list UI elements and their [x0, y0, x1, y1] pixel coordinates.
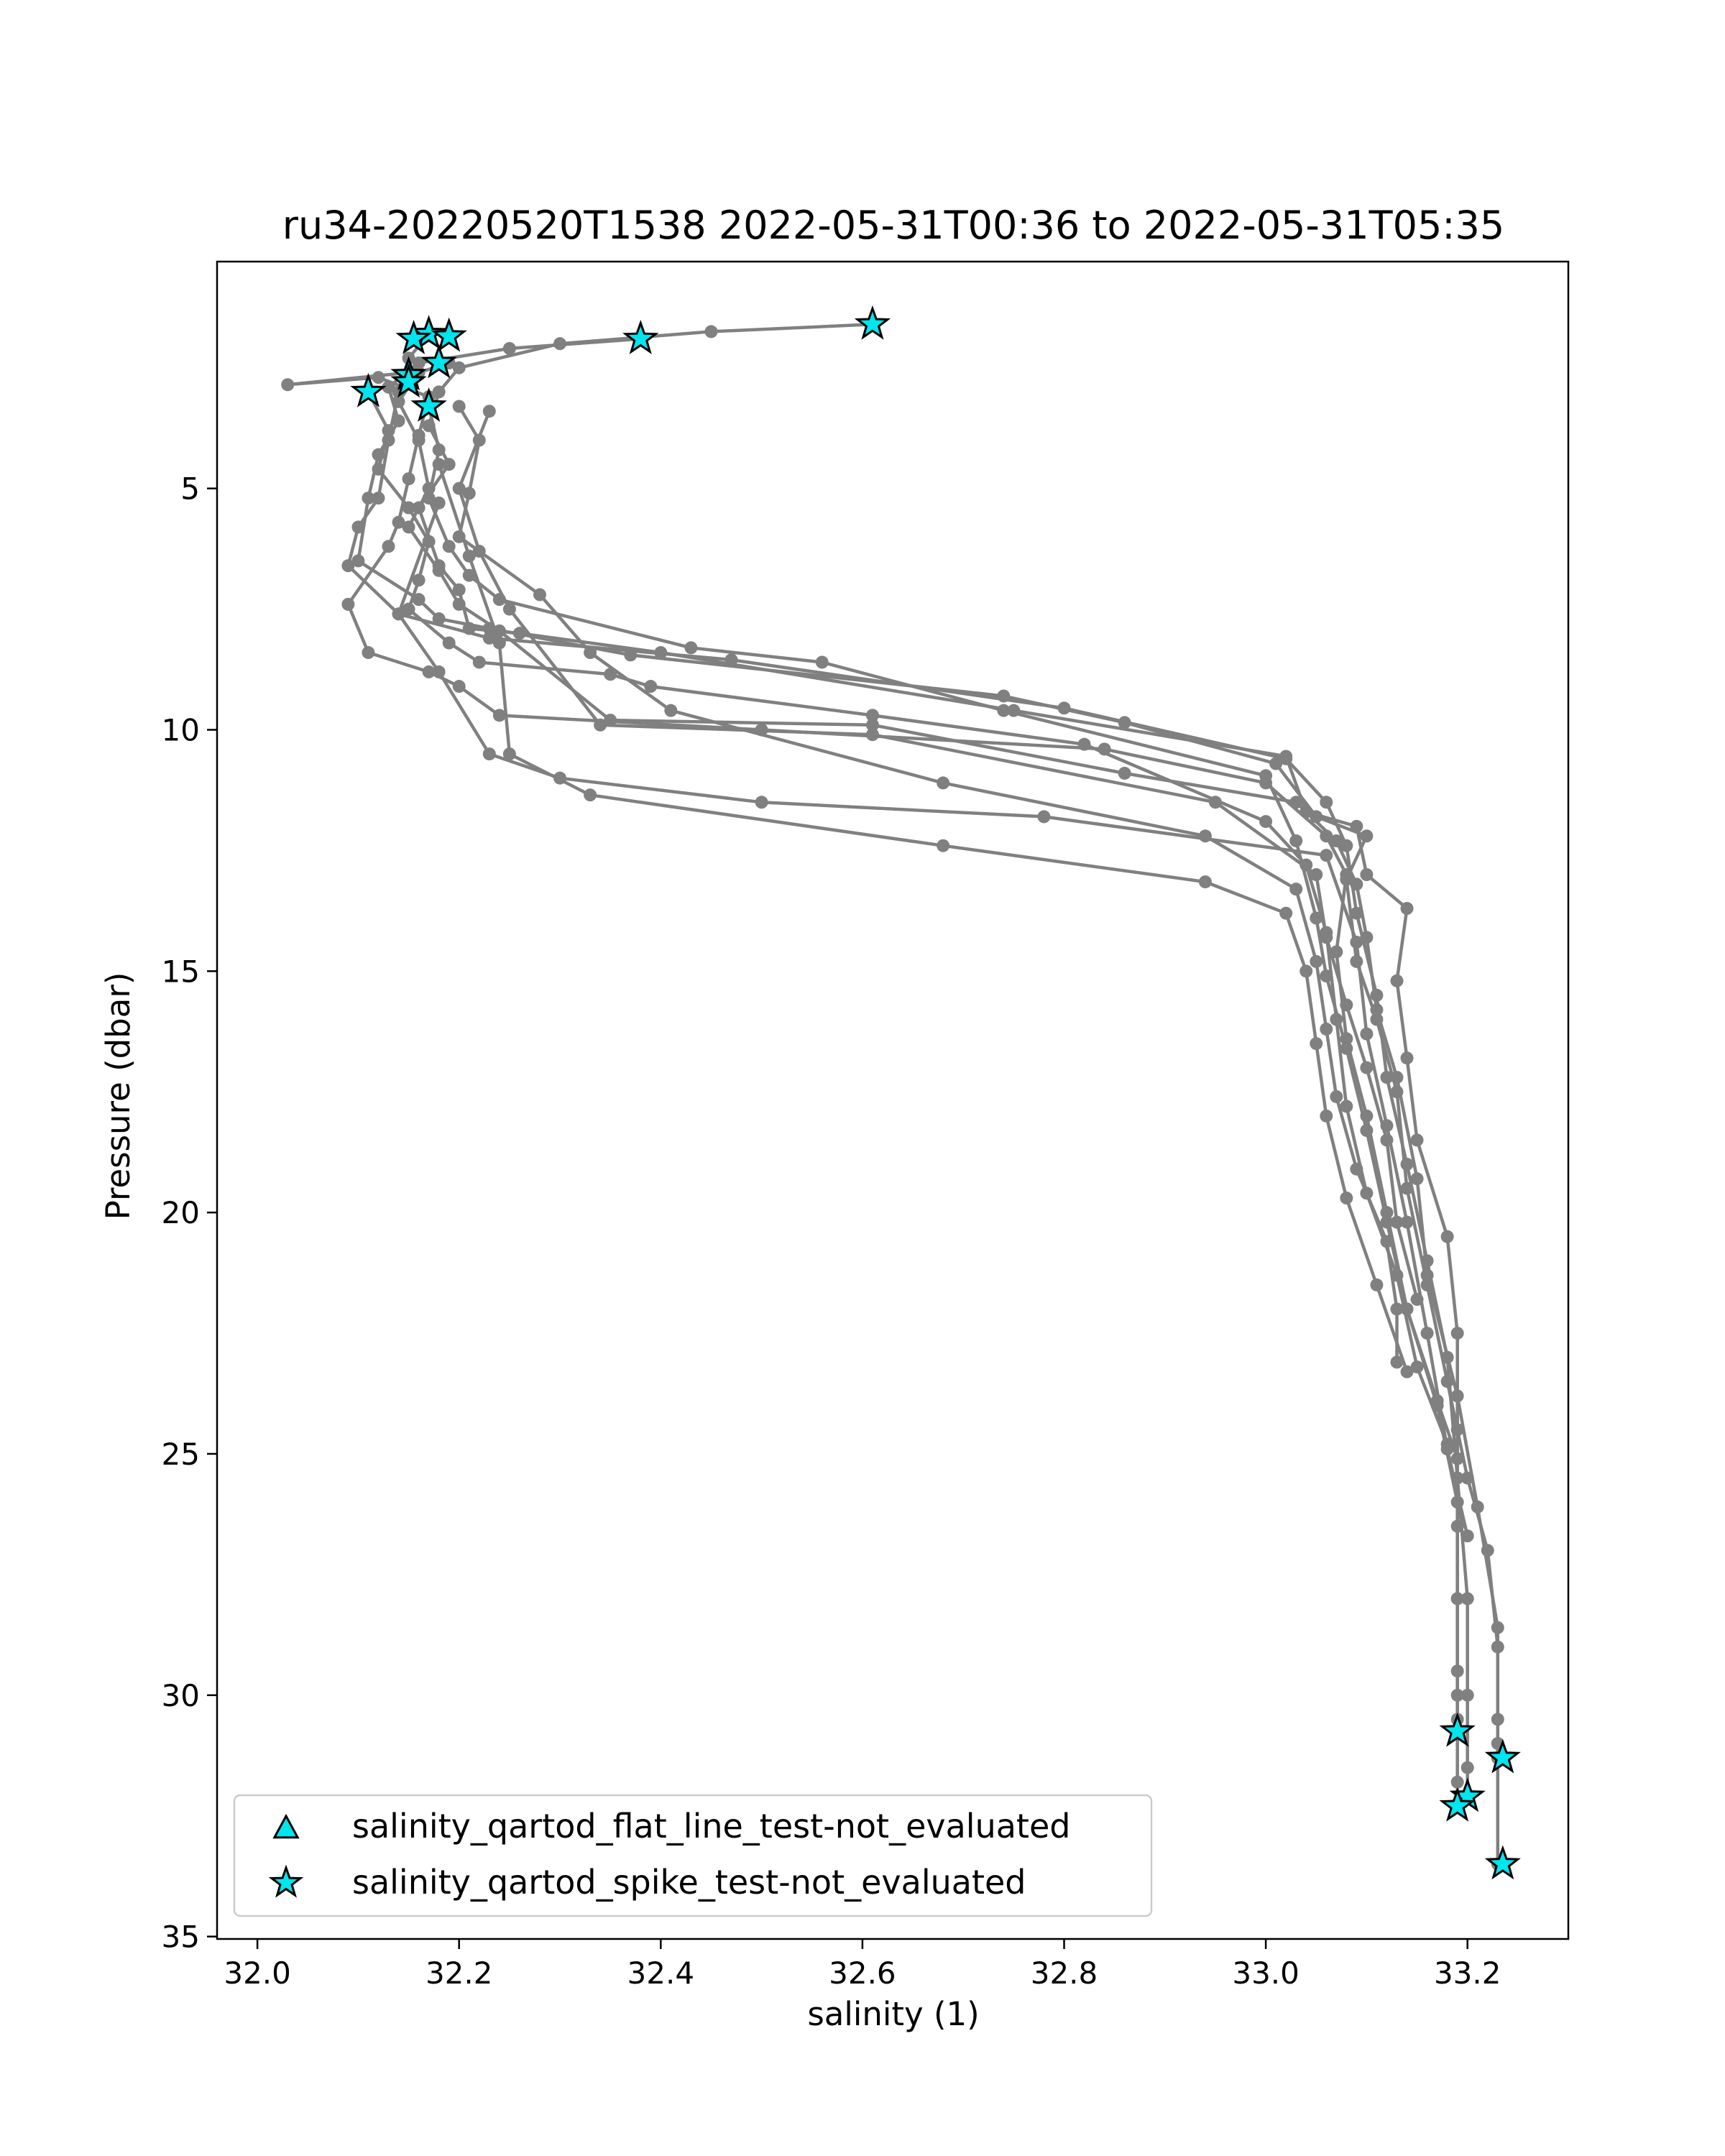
data-point	[1259, 769, 1272, 782]
data-point	[1451, 1592, 1464, 1605]
data-point	[1461, 1529, 1474, 1542]
data-point	[1380, 1119, 1393, 1132]
data-point	[1078, 738, 1091, 751]
data-point	[1401, 1365, 1414, 1378]
y-axis-label: Pressure (dbar)	[99, 972, 137, 1220]
data-point	[1360, 868, 1373, 881]
data-point	[1340, 1192, 1353, 1204]
data-point	[1350, 955, 1363, 968]
data-point	[402, 520, 415, 533]
y-tick-label: 10	[161, 712, 200, 748]
data-point	[1300, 964, 1312, 977]
data-point	[1451, 1452, 1464, 1465]
data-point	[1471, 1501, 1484, 1514]
data-point	[392, 395, 405, 408]
data-point	[1401, 1216, 1414, 1229]
data-point	[453, 400, 466, 413]
data-point	[443, 540, 456, 553]
data-point	[1451, 1327, 1464, 1340]
data-point	[1350, 877, 1363, 890]
data-point	[351, 520, 364, 533]
data-point	[341, 559, 354, 572]
data-point	[1360, 1061, 1373, 1074]
data-point	[1320, 1023, 1333, 1036]
data-point	[382, 540, 395, 553]
data-point	[1279, 752, 1292, 765]
data-point	[1380, 1235, 1393, 1248]
data-point	[725, 653, 738, 666]
data-point	[1401, 1051, 1414, 1064]
x-tick-label: 32.4	[627, 1955, 695, 1991]
data-point	[453, 482, 466, 495]
x-tick-label: 32.8	[1030, 1955, 1098, 1991]
data-point	[997, 704, 1010, 717]
data-point	[533, 588, 546, 601]
data-point	[463, 550, 476, 563]
data-point	[553, 772, 566, 785]
data-point	[1330, 1090, 1343, 1103]
data-point	[1411, 1172, 1424, 1185]
data-point	[1350, 936, 1363, 949]
y-tick-label: 35	[161, 1919, 200, 1955]
x-axis-label: salinity (1)	[807, 1995, 980, 2033]
data-point	[1451, 1776, 1464, 1789]
data-point	[1390, 1302, 1403, 1315]
data-point	[1320, 849, 1333, 862]
data-point	[1451, 1689, 1464, 1702]
data-point	[1401, 1158, 1414, 1171]
data-point	[1360, 1028, 1373, 1041]
data-point	[433, 665, 446, 678]
data-point	[1421, 1327, 1434, 1340]
data-point	[755, 796, 768, 808]
data-point	[473, 655, 486, 668]
data-point	[453, 598, 466, 611]
data-point	[372, 371, 385, 384]
data-point	[1360, 1124, 1373, 1137]
data-point	[1320, 931, 1333, 944]
x-tick-label: 32.2	[425, 1955, 493, 1991]
data-point	[392, 607, 405, 620]
data-point	[866, 709, 879, 722]
data-point	[453, 680, 466, 693]
data-point	[1289, 883, 1302, 895]
y-tick-label: 5	[180, 471, 200, 507]
data-point	[1461, 1761, 1474, 1774]
data-point	[372, 463, 385, 476]
data-point	[1118, 767, 1131, 780]
y-tick-label: 20	[161, 1195, 200, 1231]
data-point	[1370, 1003, 1383, 1016]
data-point	[1199, 875, 1212, 888]
data-point	[1401, 902, 1414, 915]
data-point	[1289, 834, 1302, 847]
legend	[234, 1795, 1151, 1916]
data-point	[1058, 701, 1071, 714]
data-point	[362, 646, 374, 659]
data-point	[684, 641, 697, 654]
data-point	[433, 458, 446, 471]
data-point	[816, 655, 829, 668]
data-point	[594, 719, 607, 732]
data-point	[1441, 1442, 1454, 1455]
data-point	[402, 472, 415, 485]
data-point	[1289, 796, 1302, 808]
data-point	[1340, 1042, 1353, 1055]
data-point	[1390, 1071, 1403, 1084]
data-point	[1310, 955, 1322, 968]
legend-label: salinity_qartod_spike_test-not_evaluated	[352, 1863, 1026, 1902]
data-point	[1320, 1110, 1333, 1123]
data-point	[1441, 1230, 1454, 1243]
data-point	[1390, 975, 1403, 987]
data-point	[1411, 1133, 1424, 1146]
data-point	[704, 325, 717, 338]
legend-label: salinity_qartod_flat_line_test-not_evaluated	[352, 1807, 1071, 1846]
data-point	[1320, 969, 1333, 982]
data-point	[372, 492, 385, 505]
data-point	[503, 603, 516, 616]
data-point	[433, 497, 446, 510]
data-point	[1310, 868, 1322, 881]
data-point	[1259, 815, 1272, 828]
data-point	[1360, 829, 1373, 842]
data-point	[493, 637, 506, 650]
data-point	[341, 598, 354, 611]
data-point	[443, 637, 456, 650]
data-point	[866, 728, 879, 741]
chart-title: ru34-20220520T1538 2022-05-31T00:36 to 2022-05-31T05:35	[282, 203, 1505, 248]
data-point	[433, 443, 446, 456]
data-point	[281, 378, 294, 391]
data-point	[937, 839, 949, 852]
y-tick-label: 15	[161, 954, 200, 990]
data-point	[1330, 834, 1343, 847]
data-point	[664, 704, 677, 717]
data-point	[1491, 1621, 1504, 1634]
data-point	[1421, 1268, 1434, 1281]
x-tick-label: 33.2	[1433, 1955, 1501, 1991]
data-point	[1451, 1389, 1464, 1402]
data-point	[493, 709, 506, 722]
y-tick-label: 30	[161, 1677, 200, 1713]
data-point	[1279, 907, 1292, 920]
x-tick-label: 32.0	[224, 1955, 291, 1991]
data-point	[1320, 796, 1333, 808]
data-point	[1310, 1037, 1322, 1050]
x-tick-label: 32.6	[829, 1955, 896, 1991]
data-point	[1209, 796, 1222, 808]
x-tick-label: 33.0	[1232, 1955, 1300, 1991]
data-point	[584, 646, 597, 659]
data-point	[413, 573, 426, 586]
data-point	[1350, 1163, 1363, 1176]
data-point	[503, 342, 516, 355]
data-point	[382, 424, 395, 437]
data-point	[1037, 810, 1050, 823]
data-point	[483, 747, 496, 760]
y-tick-label: 25	[161, 1436, 200, 1472]
data-point	[584, 788, 597, 801]
data-point	[402, 502, 415, 515]
data-point	[413, 434, 426, 447]
data-point	[483, 405, 496, 418]
data-point	[1310, 911, 1322, 924]
data-point	[1340, 998, 1353, 1011]
data-point	[1370, 1279, 1383, 1291]
data-point	[937, 776, 949, 789]
data-point	[433, 564, 446, 577]
